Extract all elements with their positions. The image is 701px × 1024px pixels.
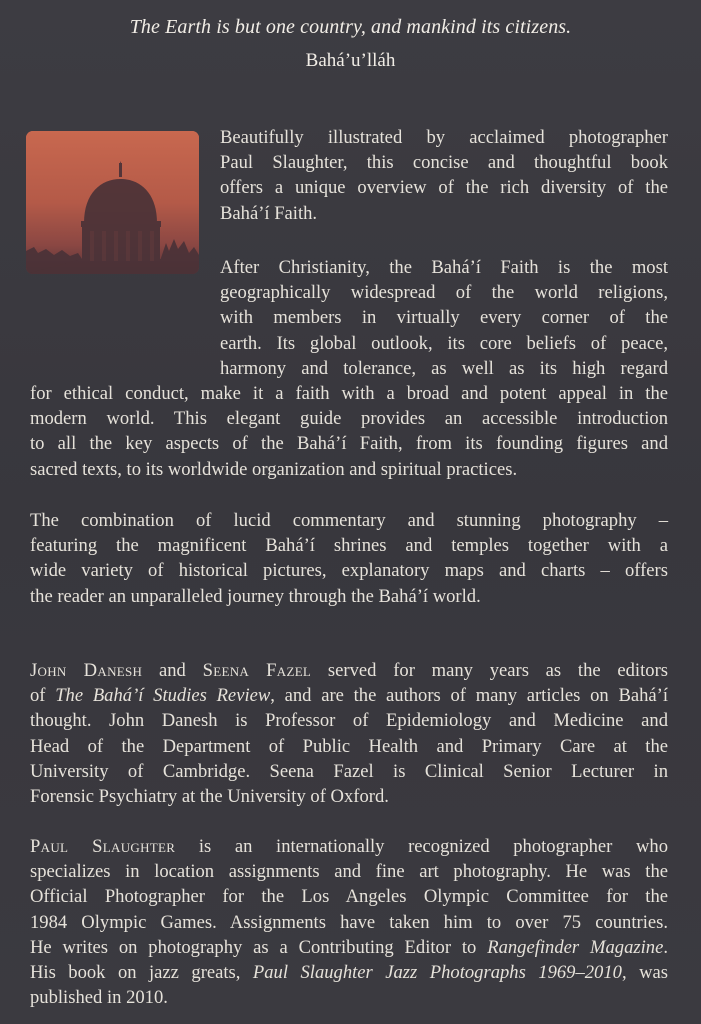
text-line: published in 2010. [30, 987, 168, 1009]
text-line: geographically widespread of the world religions, [220, 282, 668, 304]
text-line: sacred texts, to its worldwide organization and spiritual practices. [30, 458, 518, 480]
blurb-paragraph-3 [30, 508, 668, 609]
text-fragment: His book on jazz greats, [30, 962, 253, 984]
text-line: modern world. This elegant guide provides an accessible introduction [30, 408, 668, 430]
text-line: earth. Its global outlook, its core beliefs of peace, [220, 332, 668, 354]
text-line: the reader an unparalleled journey through the Bahá’í world. [30, 585, 481, 607]
authors-bio [30, 658, 668, 809]
text-fragment: . [663, 936, 668, 958]
text-line: harmony and tolerance, as well as its high regard [220, 357, 668, 379]
author-name: Seena Fazel [202, 660, 312, 681]
shrine-silhouette-image [26, 131, 199, 274]
blurb-paragraph-2-continued [30, 381, 668, 482]
text-line: After Christianity, the Bahá’í Faith is the most [220, 257, 668, 278]
book-title: Paul Slaughter Jazz Photographs 1969–2010 [252, 962, 622, 984]
magazine-title: Rangefinder Magazine [487, 936, 664, 958]
text-line: Paul Slaughter, this concise and thoughtful book [220, 152, 668, 174]
text-fragment: is an internationally recognized photographer who [175, 836, 669, 857]
text-line: wide variety of historical pictures, explanatory maps and charts – offers [30, 560, 668, 582]
blurb-paragraph-2 [220, 255, 668, 381]
text-line: to all the key aspects of the Bahá’í Faith, from its founding figures and [30, 433, 668, 455]
blurb-paragraph-1 [220, 125, 668, 226]
text-line: offers a unique overview of the rich diversity of the [220, 177, 668, 199]
text-line [30, 960, 668, 985]
text-fragment: of [30, 685, 56, 707]
text-line [30, 683, 668, 708]
text-fragment: He writes on photography as a Contributing Editor to [30, 936, 488, 958]
text-line [30, 834, 668, 859]
text-fragment: , and are the authors of many articles on Bahá’í [270, 685, 669, 707]
journal-title: The Bahá’í Studies Review [55, 685, 271, 707]
text-line: Bahá’í Faith. [220, 202, 318, 224]
text-line: Official Photographer for the Los Angeles Olympic Committee for the [30, 886, 668, 908]
text-line: thought. John Danesh is Professor of Epidemiology and Medicine and [30, 710, 668, 732]
text-line: Head of the Department of Public Health and Primary Care at the [30, 735, 668, 757]
text-line: The combination of lucid commentary and stunning photography – [30, 510, 668, 531]
shrine-photo [26, 131, 199, 274]
text-line: specializes in location assignments and fine art photography. He was the [30, 861, 668, 883]
text-fragment: , was [621, 962, 668, 984]
text-line: 1984 Olympic Games. Assignments have taken him to over 75 countries. [30, 911, 668, 933]
text-line: Beautifully illustrated by acclaimed photographer [220, 127, 668, 148]
author-name: John Danesh [30, 660, 143, 681]
text-line: for ethical conduct, make it a faith with a broad and potent appeal in the [30, 383, 668, 404]
text-line: with members in virtually every corner of the [220, 307, 668, 329]
text-line [30, 935, 668, 960]
epigraph-quote: The Earth is but one country, and mankind its citizens. [129, 16, 572, 38]
text-line [30, 658, 668, 683]
photographer-bio [30, 834, 668, 1010]
text-fragment: served for many years as the editors [311, 660, 668, 681]
epigraph-attribution: Bahá’u’lláh [305, 50, 396, 71]
text-line: featuring the magnificent Bahá’í shrines and temples together with a [30, 535, 668, 557]
text-line: University of Cambridge. Seena Fazel is Clinical Senior Lecturer in [30, 760, 668, 782]
text-fragment: and [142, 660, 203, 681]
text-line: Forensic Psychiatry at the University of Oxford. [30, 786, 389, 808]
photographer-name: Paul Slaughter [30, 836, 176, 857]
